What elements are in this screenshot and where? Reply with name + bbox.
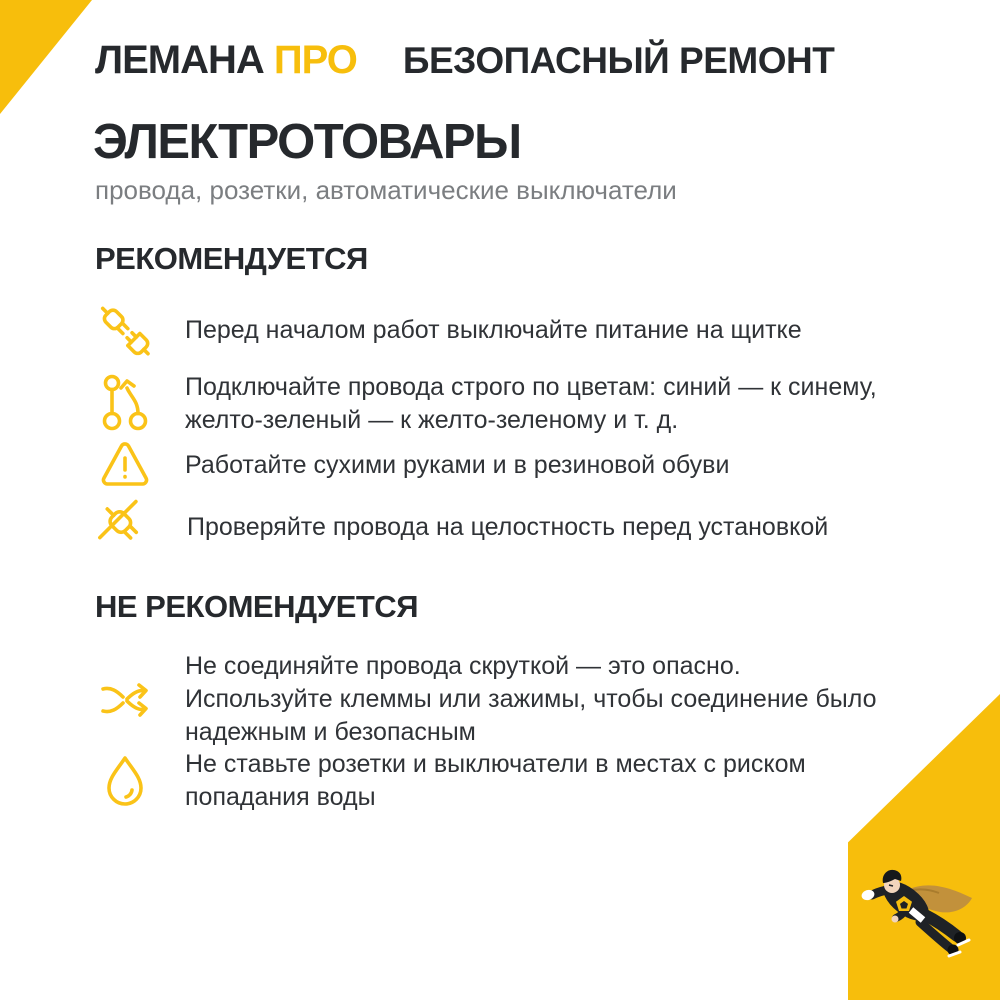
item-text: Не ставьте розетки и выключатели в местах с риском попадания воды — [185, 750, 806, 811]
list-item — [95, 434, 925, 496]
item-text: Подключайте провода строго по цветам: синий — к синему, желто-зеленый — к желто-зеленому и т. д. — [185, 373, 877, 434]
water-drop-icon — [95, 754, 155, 808]
campaign-title: БЕЗОПАСНЫЙ РЕМОНТ — [402, 39, 835, 81]
section-heading-recommended: РЕКОМЕНДУЕТСЯ — [95, 241, 368, 276]
section-heading-not-recommended: НЕ РЕКОМЕНДУЕТСЯ — [95, 589, 418, 624]
brand-logo-accent: ПРО — [273, 38, 357, 82]
item-text: Перед началом работ выключайте питание на щитке — [185, 315, 802, 344]
brand-logo-primary: ЛЕМАНА — [95, 38, 264, 82]
header — [95, 38, 834, 83]
list-item — [95, 650, 925, 749]
list-item — [95, 494, 925, 560]
plug-disconnect-icon — [95, 301, 155, 359]
item-text: Работайте сухими руками и в резиновой обуви — [185, 450, 730, 479]
page-subtitle: провода, розетки, автоматические выключатели — [95, 175, 677, 205]
plug-cable-icon — [95, 498, 157, 556]
wire-colors-icon — [95, 373, 155, 435]
list-item — [95, 295, 925, 365]
twisted-wires-icon — [95, 677, 155, 723]
item-text: Не соединяйте провода скруткой — это опасно. Используйте клеммы или зажимы, чтобы соединение было надежным и безопасным — [185, 652, 877, 746]
corner-triangle-top-left — [0, 0, 92, 114]
item-text: Проверяйте провода на целостность перед установкой — [187, 512, 829, 541]
list-item — [95, 744, 925, 818]
warning-triangle-icon — [95, 440, 155, 490]
brand-logo — [95, 38, 357, 83]
page-title: ЭЛЕКТРОТОВАРЫ — [93, 115, 521, 169]
superhero-mascot — [845, 855, 977, 987]
